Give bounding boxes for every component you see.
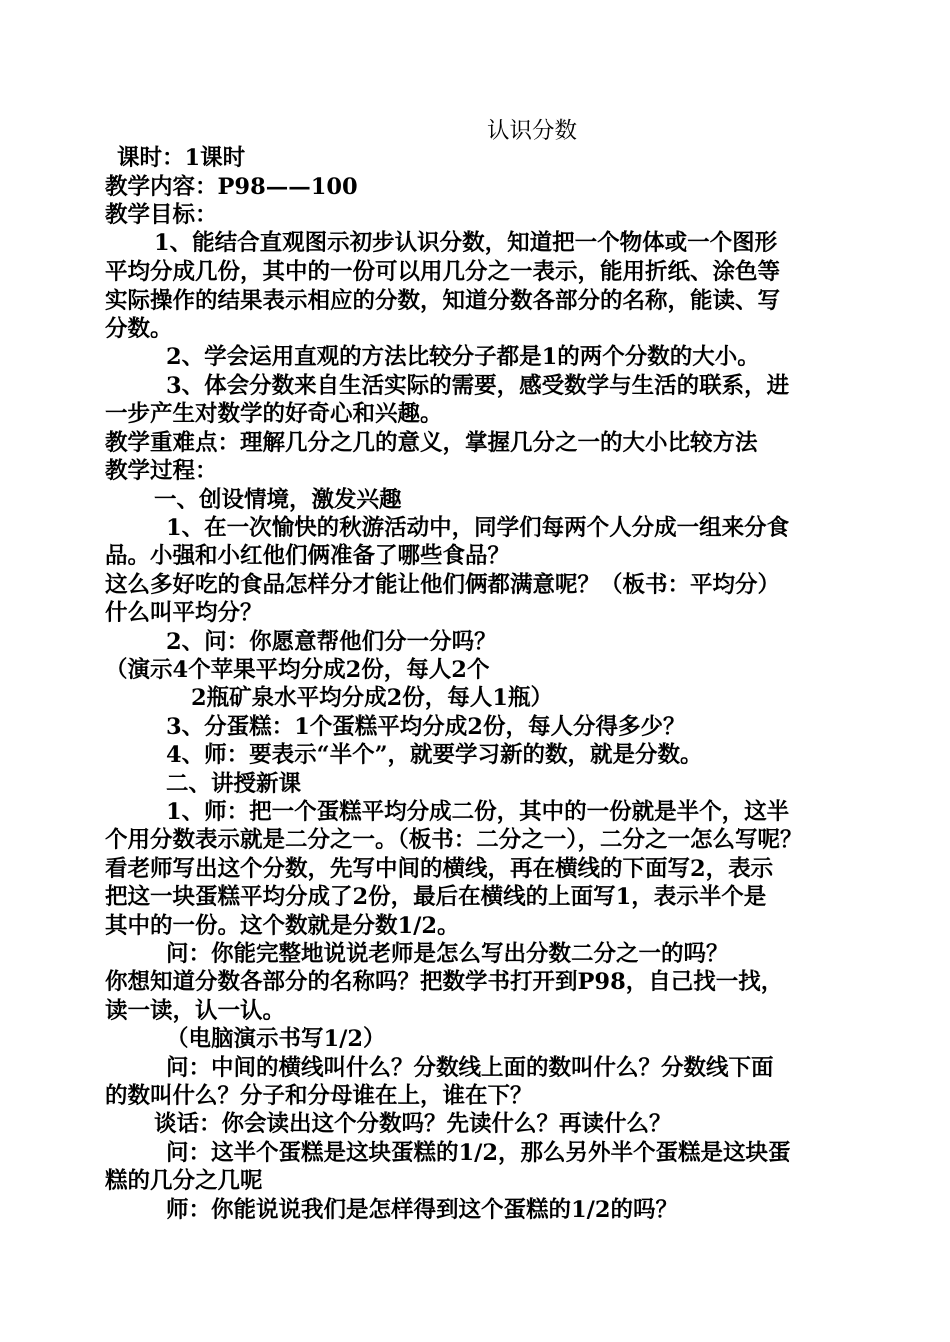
text-line: 读一读，认一认。 — [105, 998, 286, 1024]
text-line: 分数。 — [105, 316, 173, 342]
text-line: 个用分数表示就是二分之一。（板书：二分之一），二分之一怎么写呢？ — [105, 827, 803, 853]
text-line: 教学重难点：理解几分之几的意义，掌握几分之一的大小比较方法 — [105, 430, 758, 456]
text-line: 师：你能说说我们是怎样得到这个蛋糕的1/2的吗？ — [166, 1197, 679, 1223]
text-line: 一步产生对数学的好奇心和兴趣。 — [105, 401, 443, 427]
section-heading: 一、创设情境，激发兴趣 — [154, 487, 402, 513]
text-line: 1、师：把一个蛋糕平均分成二份，其中的一份就是半个，这半 — [166, 799, 790, 825]
text-line: 实际操作的结果表示相应的分数，知道分数各部分的名称，能读、写 — [105, 288, 781, 314]
text-line: 2、学会运用直观的方法比较分子都是1的两个分数的大小。 — [166, 344, 760, 370]
text-line: 品。小强和小红他们俩准备了哪些食品？ — [105, 543, 511, 569]
text-line: 的数叫什么？分子和分母谁在上，谁在下？ — [105, 1083, 533, 1109]
text-line: （电脑演示书写1/2） — [166, 1026, 386, 1052]
text-line: 其中的一份。这个数就是分数1/2。 — [105, 913, 460, 939]
text-line: 2瓶矿泉水平均分成2份，每人1瓶） — [191, 685, 553, 711]
text-line: 教学过程： — [105, 458, 218, 484]
text-line: 这么多好吃的食品怎样分才能让他们俩都满意呢？（板书：平均分） — [105, 572, 781, 598]
text-line: 什么叫平均分？ — [105, 600, 263, 626]
text-line: 你想知道分数各部分的名称吗？把数学书打开到P98，自己找一找， — [105, 969, 784, 995]
text-line: 教学内容：P98——100 — [105, 174, 358, 200]
text-line: 平均分成几份，其中的一份可以用几分之一表示，能用折纸、涂色等 — [105, 259, 781, 285]
text-line: （演示4个苹果平均分成2份，每人2个 — [105, 657, 490, 683]
section-heading: 二、讲授新课 — [166, 771, 302, 797]
text-line: 1、能结合直观图示初步认识分数，知道把一个物体或一个图形 — [154, 230, 778, 256]
text-line: 4、师：要表示“半个”，就要学习新的数，就是分数。 — [166, 742, 703, 768]
page-title: 认识分数 — [487, 118, 578, 144]
text-line: 2、问：你愿意帮他们分一分吗？ — [166, 629, 497, 655]
text-line: 问：这半个蛋糕是这块蛋糕的1/2，那么另外半个蛋糕是这块蛋 — [166, 1140, 791, 1166]
text-line: 谈话：你会读出这个分数吗？先读什么？再读什么？ — [154, 1111, 672, 1137]
text-line: 糕的几分之几呢 — [105, 1168, 263, 1194]
text-line: 课时：1课时 — [117, 145, 246, 171]
text-line: 3、体会分数来自生活实际的需要，感受数学与生活的联系，进 — [166, 373, 790, 399]
text-line: 问：中间的横线叫什么？分数线上面的数叫什么？分数线下面 — [166, 1055, 774, 1081]
text-line: 把这一块蛋糕平均分成了2份，最后在横线的上面写1，表示半个是 — [105, 884, 767, 910]
text-line: 教学目标： — [105, 202, 218, 228]
text-line: 3、分蛋糕：1个蛋糕平均分成2份，每人分得多少？ — [166, 714, 686, 740]
text-line: 1、在一次愉快的秋游活动中，同学们每两个人分成一组来分食 — [166, 515, 790, 541]
text-line: 看老师写出这个分数，先写中间的横线，再在横线的下面写2，表示 — [105, 856, 774, 882]
text-line: 问：你能完整地说说老师是怎么写出分数二分之一的吗？ — [166, 941, 729, 967]
